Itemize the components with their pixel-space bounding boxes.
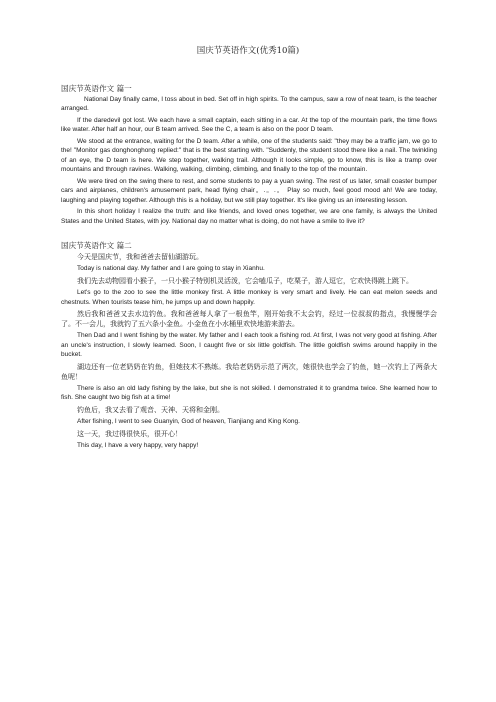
document-title: 国庆节英语作文(优秀10篇) bbox=[196, 46, 300, 56]
essay-2-chinese-line: 这一天，我过得很快乐，很开心！ bbox=[77, 429, 182, 438]
essay-2-chinese-line: 钓鱼后，我又去看了观音、天神、天将和金刚。 bbox=[77, 405, 224, 414]
essay-1-paragraph: We were tired on the swing there to rest, and some students to pay a yuan swing. The rest of us later, small coaster bumper cars and airplanes, children's amusement park, head flying chair。.。.。 Play so much, feel good mood ah! We are today, laughing and playing together. Although this is a holiday, but we still play together. It's like giving us an interesting lesson. bbox=[61, 177, 437, 204]
essay-2-english-line: Let's go to the zoo to see the little monkey first. A little monkey is very smart and lively. He can eat melon seeds and chestnuts. When tourists tease him, he jumps up and down happily. bbox=[61, 289, 437, 306]
essay-1-paragraph: National Day finally came, I toss about in bed. Set off in high spirits. To the campus, saw a row of neat team, is the teacher arranged. bbox=[61, 96, 437, 113]
essay-1-paragraph: If the daredevil got lost. We each have a small captain, each sitting in a car. At the top of the mountain park, the time flows like water. After half an hour, our B team arrived. See the C, a team is also on the poor D team. bbox=[61, 117, 437, 134]
essay-2-chinese-line: 我们先去动物园看小猴子，一只小猴子特别机灵活泼，它会嗑瓜子，吃栗子，游人逗它，它欢快得跳上跳下。 bbox=[77, 277, 413, 285]
essay-1-paragraph: We stood at the entrance, waiting for the D team. After a while, one of the students said: "they may be a traffic jam, we go to the! "Monitor gas donghonghong replied:" that is the best starting with. "Suddenly, the student stood there like a nail. The twinkling of an eye, the D team is here. We step together, walking trail. Although it looks simple, go to know, this is like a tramp over mountains and through ravines. Walking, walking, climbing, climbing, and finally to the top of the mountain. bbox=[61, 138, 437, 174]
essay-2-english-line: This day, I have a very happy, very happy! bbox=[77, 441, 199, 449]
essay-1-paragraph: In this short holiday I realize the truth: and like friends, and loved ones together, we are one family, is always the United States and the United States, with joy. National day no matter what is doing, do not have a smile to live it? bbox=[61, 208, 437, 225]
essay-1-heading: 国庆节英语作文 篇一 bbox=[61, 84, 132, 93]
essay-2-english-line: There is also an old lady fishing by the lake, but she is not skilled. I demonstrated it to grandma twice. She learned how to fish. She caught two big fish at a time! bbox=[61, 384, 437, 402]
essay-2-chinese-line: 今天是国庆节，我和爸爸去留仙湖游玩。 bbox=[77, 253, 203, 262]
essay-2-chinese-line: 湖边还有一位老奶奶在钓鱼，但她技术不熟练。我给老奶奶示范了两次，她很快也学会了钓鱼，她一次钓上了两条大鱼呢！ bbox=[61, 362, 437, 381]
document-body bbox=[61, 83, 437, 453]
essay-2-english-line: After fishing, I went to see Guanyin, God of heaven, Tianjiang and King Kong. bbox=[77, 418, 300, 426]
essay-2-english-line: Then Dad and I went fishing by the water. My father and I each took a fishing rod. At first, I was not very good at fishing. After an uncle's instruction, I slowly learned. Soon, I caught five or six little goldfish. The little goldfish swims around happily in the bucket. bbox=[61, 332, 437, 359]
essay-2-chinese-line: 然后我和爸爸又去水边钓鱼。我和爸爸每人拿了一根鱼竿，刚开始我不太会钓，经过一位叔叔的指点，我慢慢学会了。不一会儿，我就钓了五六条小金鱼。小金鱼在小水桶里欢快地游来游去。 bbox=[61, 310, 437, 329]
essay-2-english-line: Today is national day. My father and I are going to stay in Xianhu. bbox=[77, 265, 265, 273]
section-spacer bbox=[61, 228, 437, 240]
essay-2-heading: 国庆节英语作文 篇二 bbox=[61, 241, 132, 251]
